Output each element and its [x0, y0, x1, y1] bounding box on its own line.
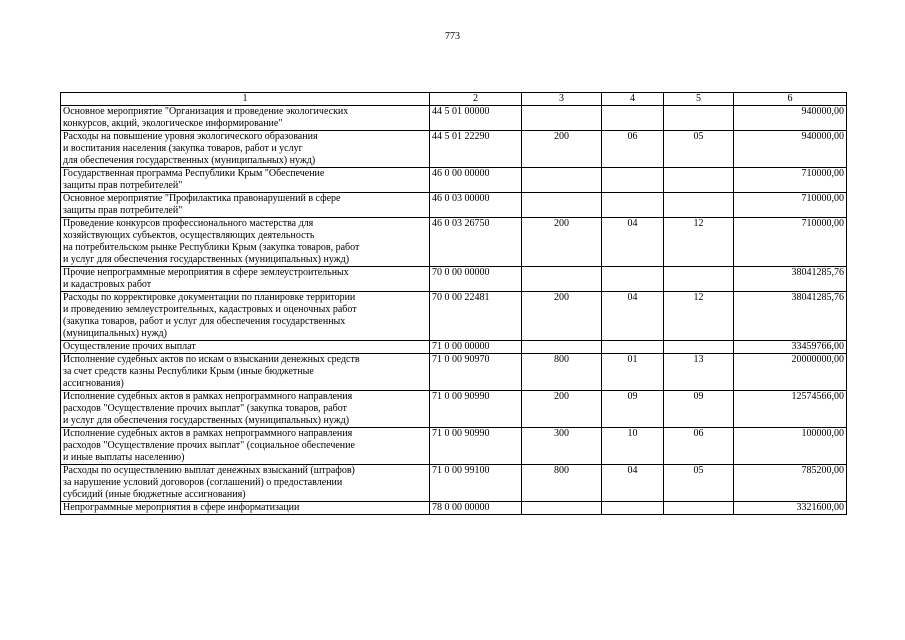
column-header: 5 [664, 93, 734, 106]
row-description [61, 218, 430, 267]
amount-cell: 940000,00 [734, 131, 847, 168]
description-line: для обеспечения государственных (муниципальных) нужд) [63, 155, 316, 166]
amount-cell: 12574566,00 [734, 391, 847, 428]
row-description [61, 292, 430, 341]
subsection-cell: 05 [664, 131, 734, 168]
expense-type-cell [522, 168, 602, 193]
section-cell: 04 [602, 218, 664, 267]
description-line: Исполнение судебных актов в рамках непрограммного направления [63, 391, 353, 402]
description-line: Расходы по корректировке документации по планировке территории [63, 292, 356, 303]
expense-type-cell [522, 267, 602, 292]
description-line: Расходы по осуществлению выплат денежных взысканий (штрафов) [63, 465, 355, 476]
description-line: хозяйствующих субъектов, осуществляющих деятельность [63, 230, 315, 241]
section-cell: 04 [602, 465, 664, 502]
expense-type-cell [522, 106, 602, 131]
table-row [61, 354, 847, 391]
column-header: 1 [61, 93, 430, 106]
target-code-cell: 71 0 00 90990 [430, 428, 522, 465]
table-row [61, 168, 847, 193]
table-row [61, 193, 847, 218]
table-row [61, 465, 847, 502]
description-line: Государственная программа Республики Крым "Обеспечение [63, 168, 325, 179]
amount-cell: 3321600,00 [734, 502, 847, 515]
section-cell [602, 193, 664, 218]
subsection-cell: 12 [664, 292, 734, 341]
section-cell: 04 [602, 292, 664, 341]
section-cell: 06 [602, 131, 664, 168]
description-line: и иные выплаты населению) [63, 452, 185, 463]
description-line: (муниципальных) нужд) [63, 328, 167, 339]
target-code-cell: 78 0 00 00000 [430, 502, 522, 515]
target-code-cell: 70 0 00 00000 [430, 267, 522, 292]
subsection-cell [664, 502, 734, 515]
description-line: и воспитания населения (закупка товаров, работ и услуг [63, 143, 303, 154]
section-cell [602, 341, 664, 354]
amount-cell: 710000,00 [734, 168, 847, 193]
description-line: и кадастровых работ [63, 279, 152, 290]
description-line: субсидий (иные бюджетные ассигнования) [63, 489, 246, 500]
subsection-cell: 09 [664, 391, 734, 428]
table-header-row [61, 93, 847, 106]
section-cell [602, 502, 664, 515]
description-line: конкурсов, акций, экологическое информирование" [63, 118, 283, 129]
description-line: Проведение конкурсов профессионального мастерства для [63, 218, 314, 229]
row-description [61, 428, 430, 465]
amount-cell: 710000,00 [734, 218, 847, 267]
description-line: Основное мероприятие "Профилактика правонарушений в сфере [63, 193, 341, 204]
subsection-cell [664, 341, 734, 354]
amount-cell: 785200,00 [734, 465, 847, 502]
column-header: 3 [522, 93, 602, 106]
subsection-cell: 12 [664, 218, 734, 267]
table-row [61, 267, 847, 292]
subsection-cell: 05 [664, 465, 734, 502]
subsection-cell [664, 168, 734, 193]
amount-cell: 38041285,76 [734, 267, 847, 292]
target-code-cell: 44 5 01 22290 [430, 131, 522, 168]
table-row [61, 292, 847, 341]
description-line: и проведению землеустроительных, кадастровых и оценочных работ [63, 304, 357, 315]
expense-type-cell: 800 [522, 354, 602, 391]
description-line: (закупка товаров, работ и услуг для обеспечения государственных [63, 316, 346, 327]
section-cell [602, 106, 664, 131]
amount-cell: 710000,00 [734, 193, 847, 218]
target-code-cell: 44 5 01 00000 [430, 106, 522, 131]
section-cell [602, 267, 664, 292]
row-description [61, 502, 430, 515]
row-description [61, 391, 430, 428]
page-number: 773 [445, 31, 460, 42]
target-code-cell: 71 0 00 90990 [430, 391, 522, 428]
table-row [61, 106, 847, 131]
target-code-cell: 71 0 00 99100 [430, 465, 522, 502]
description-line: за счет средств казны Республики Крым (иные бюджетные [63, 366, 314, 377]
table-row [61, 341, 847, 354]
column-header: 6 [734, 93, 847, 106]
subsection-cell [664, 106, 734, 131]
row-description [61, 131, 430, 168]
target-code-cell: 71 0 00 00000 [430, 341, 522, 354]
expense-type-cell: 200 [522, 218, 602, 267]
row-description [61, 106, 430, 131]
column-header: 2 [430, 93, 522, 106]
table-row [61, 131, 847, 168]
target-code-cell: 46 0 03 00000 [430, 193, 522, 218]
subsection-cell [664, 193, 734, 218]
description-line: на потребительском рынке Республики Крым (закупка товаров, работ [63, 242, 360, 253]
amount-cell: 20000000,00 [734, 354, 847, 391]
row-description [61, 193, 430, 218]
expense-type-cell: 300 [522, 428, 602, 465]
description-line: Исполнение судебных актов в рамках непрограммного направления [63, 428, 353, 439]
target-code-cell: 46 0 03 26750 [430, 218, 522, 267]
row-description [61, 465, 430, 502]
section-cell [602, 168, 664, 193]
description-line: и услуг для обеспечения государственных (муниципальных) нужд) [63, 415, 350, 426]
section-cell: 10 [602, 428, 664, 465]
subsection-cell [664, 267, 734, 292]
amount-cell: 38041285,76 [734, 292, 847, 341]
row-description [61, 354, 430, 391]
expense-type-cell: 200 [522, 292, 602, 341]
description-line: защиты прав потребителей" [63, 205, 183, 216]
description-line: Основное мероприятие "Организация и проведение экологических [63, 106, 349, 117]
section-cell: 09 [602, 391, 664, 428]
description-line: Непрограммные мероприятия в сфере информатизации [63, 502, 300, 513]
description-line: и услуг для обеспечения государственных (муниципальных) нужд) [63, 254, 350, 265]
expense-type-cell [522, 502, 602, 515]
column-header: 4 [602, 93, 664, 106]
description-line: расходов "Осуществление прочих выплат" (социальное обеспечение [63, 440, 355, 451]
target-code-cell: 70 0 00 22481 [430, 292, 522, 341]
subsection-cell: 13 [664, 354, 734, 391]
expense-type-cell: 200 [522, 391, 602, 428]
subsection-cell: 06 [664, 428, 734, 465]
description-line: Расходы на повышение уровня экологического образования [63, 131, 318, 142]
table-row [61, 502, 847, 515]
expense-type-cell [522, 193, 602, 218]
amount-cell: 100000,00 [734, 428, 847, 465]
table-body [61, 106, 847, 515]
budget-table [60, 92, 847, 515]
target-code-cell: 71 0 00 90970 [430, 354, 522, 391]
description-line: Осуществление прочих выплат [63, 341, 196, 352]
description-line: ассигнования) [63, 378, 124, 389]
description-line: Прочие непрограммные мероприятия в сфере землеустроительных [63, 267, 349, 278]
row-description [61, 267, 430, 292]
table-row [61, 218, 847, 267]
section-cell: 01 [602, 354, 664, 391]
expense-type-cell: 800 [522, 465, 602, 502]
description-line: Исполнение судебных актов по искам о взыскании денежных средств [63, 354, 360, 365]
amount-cell: 940000,00 [734, 106, 847, 131]
description-line: расходов "Осуществление прочих выплат" (закупка товаров, работ [63, 403, 347, 414]
table-row [61, 391, 847, 428]
table-row [61, 428, 847, 465]
description-line: защиты прав потребителей" [63, 180, 183, 191]
row-description [61, 341, 430, 354]
expense-type-cell: 200 [522, 131, 602, 168]
amount-cell: 33459766,00 [734, 341, 847, 354]
expense-type-cell [522, 341, 602, 354]
description-line: за нарушение условий договоров (соглашений) о предоставлении [63, 477, 343, 488]
row-description [61, 168, 430, 193]
target-code-cell: 46 0 00 00000 [430, 168, 522, 193]
